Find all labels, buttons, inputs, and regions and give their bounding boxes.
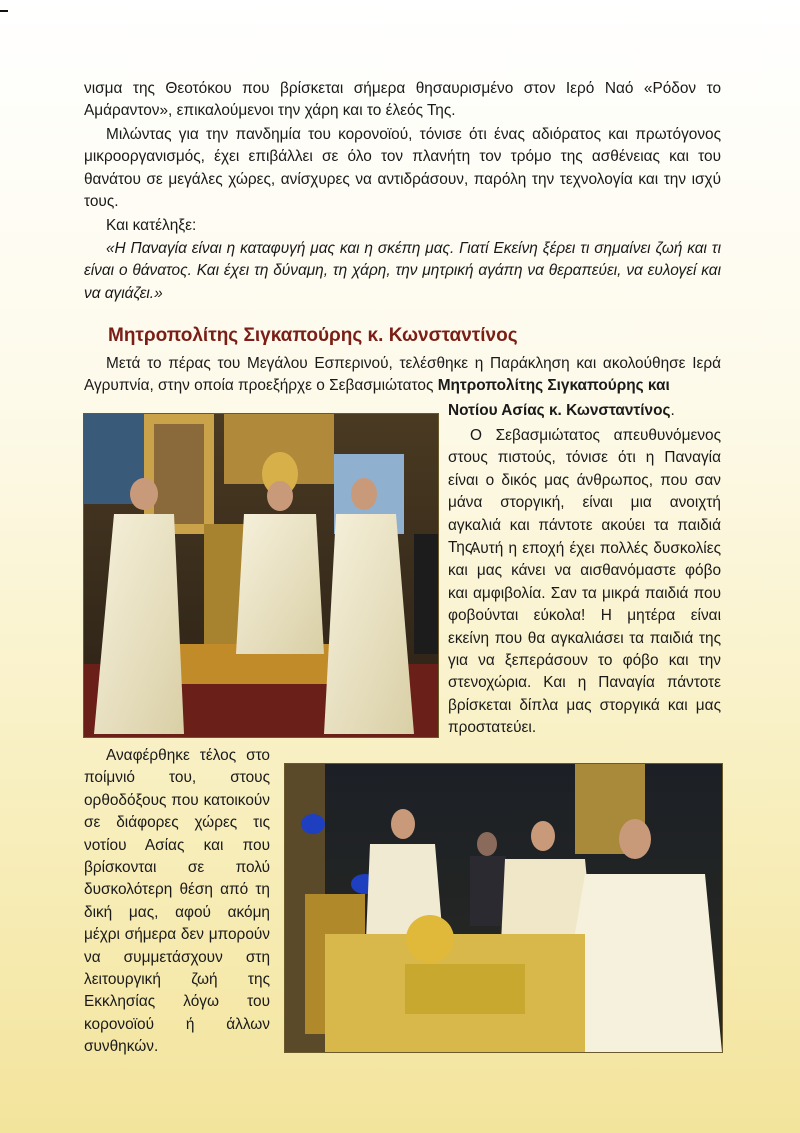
metropolitan-name-line2 xyxy=(448,400,721,422)
intro-text: Μετά το πέρας του Μεγάλου Εσπερινού, τελέσθηκε η Παράκληση και ακολούθησε Ιερά Αγρυπνία, στην οποία προεξήρχε ο Σεβασμιώτατος xyxy=(84,355,721,395)
paragraph-flock: Αναφέρθηκε τέλος στο ποίμνιό του, στους ορθοδόξους που κατοικούν σε διάφορες χώρες τις νοτίου Ασίας και που βρίσκονται σε πολύ δυσκολότερη θέση από τη δική μας, αφού ακόμη μέχρι σήμερα δεν μπορούν να συμμετάσχουν στη λειτουργική ζωή της Εκκλησίας λόγω του κορονοϊού ή άλλων συνθηκών. xyxy=(84,747,270,1056)
paragraph-fear: Αυτή η εποχή έχει πολλές δυσκολίες και μας κάνει να αισθανόμαστε φόβο και αμφιβολία. Σαν τα μικρά παιδιά που φοβούνται εύκολα! Η μητέρα είναι εκείνη που θα αγκαλιάσει τα παιδιά της για να ξεπεράσουν το φόβο και την στενοχώρια. Και η Παναγία πάντοτε βρίσκεται δίπλα μας στοργικά και μας προστατεύει. xyxy=(448,540,721,737)
metropolitan-name: Μητροπολίτης Σιγκαπούρης και xyxy=(437,377,670,395)
paragraph-open-arms: Ο Σεβασμιώτατος απευθυνόμενος στους πιστούς, τόνισε ότι η Παναγία είναι ο δικός μας άνθρωπος, που σαν μάνα στοργική, είναι μια ανοιχτή αγκαλιά και πάντοτε ακούει τα παιδιά Της. xyxy=(448,427,721,557)
photo-clergy-seated xyxy=(284,763,723,1053)
section-heading: Μητροπολίτης Σιγκαπούρης κ. Κωνσταντίνος xyxy=(108,325,518,346)
paragraph-concluded: Και κατέληξε: xyxy=(106,217,197,234)
paragraph-continuation: νισμα της Θεοτόκου που βρίσκεται σήμερα θησαυρισμένο στον Ιερό Ναό «Ρόδον το Αμάραντον», επικαλούμενοι την χάρη και το έλεός Της. xyxy=(84,80,721,120)
photo-clergy-standing xyxy=(83,413,439,738)
period: . xyxy=(670,402,675,419)
crop-mark xyxy=(0,10,8,12)
metropolitan-name-cont: Νοτίου Ασίας κ. Κωνσταντίνος xyxy=(448,402,671,419)
paragraph-pandemic: Μιλώντας για την πανδημία του κορονοϊού, τόνισε ότι ένας αδιόρατος και πρωτόγονος μικροοργανισμός, έχει επιβάλλει σε όλο τον πλανήτη τον τρόμο της ασθένειας και του θανάτου σε μεγάλες χώρες, ανίσχυρες να αντιδράσουν, παρόλη την τεχνολογία και την ισχύ τους. xyxy=(84,126,721,211)
photo-clergy-seated-image xyxy=(285,764,722,1052)
quote-paragraph: «Η Παναγία είναι η καταφυγή μας και η σκέπη μας. Γιατί Εκείνη ξέρει τι σημαίνει ζωή και τι είναι ο θάνατος. Και έχει τη δύναμη, τη χάρη, την μητρική αγάπη να θεραπεύει, να ευλογεί και να αγιάζει.» xyxy=(84,240,721,302)
photo-clergy-standing-image xyxy=(84,414,438,737)
paragraph-intro-metropolitan xyxy=(84,353,721,398)
